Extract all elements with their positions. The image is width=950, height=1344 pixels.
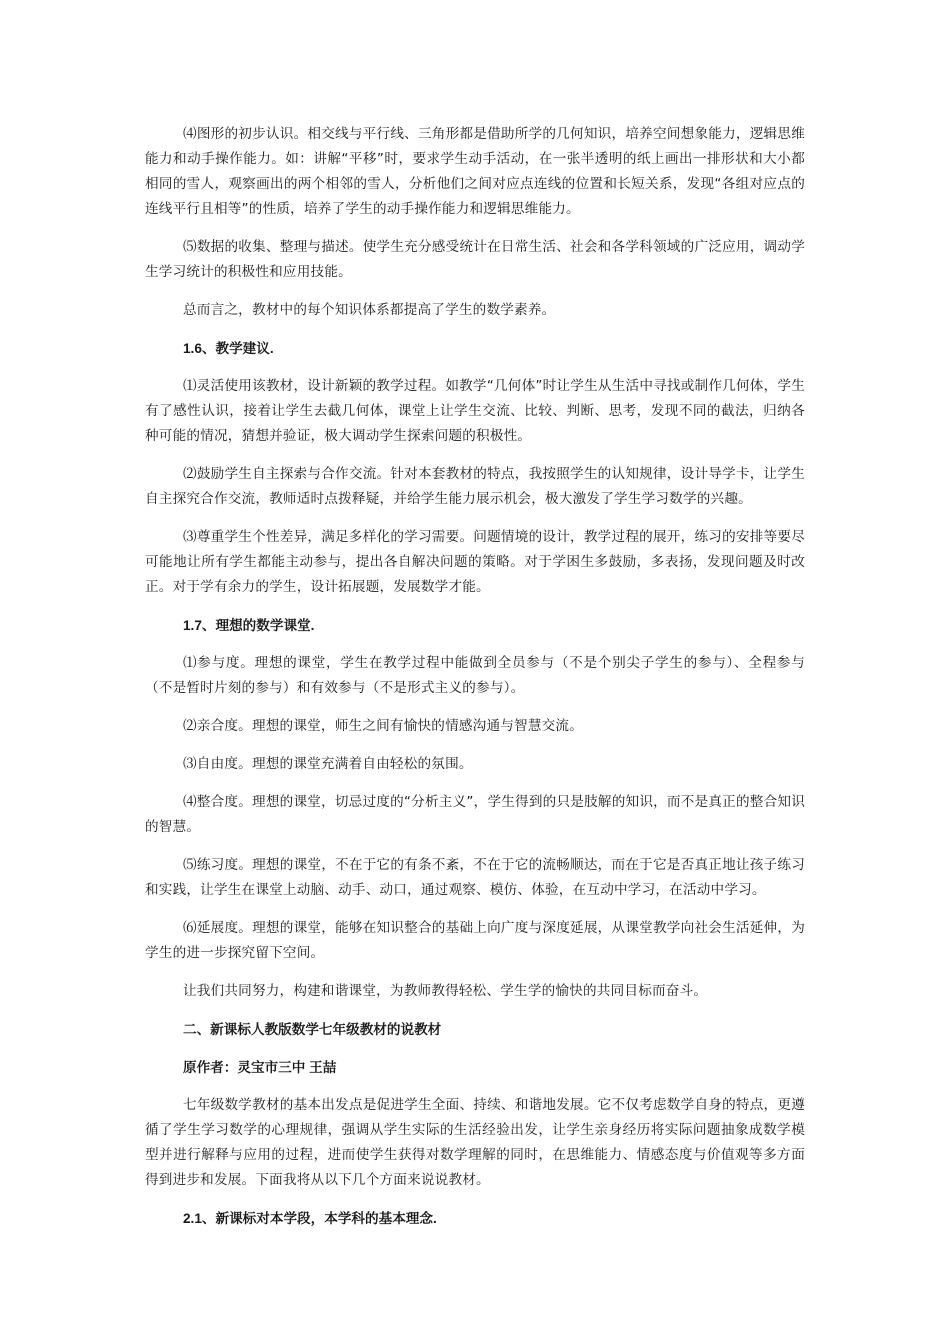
- paragraph-suggestion-2: ⑵鼓励学生自主探索与合作交流。针对本套教材的特点，我按照学生的认知规律，设计导学卡，让学生自主探究合作交流，教师适时点拨释疑，并给学生能力展示机会，极大激发了学生学习数学的兴趣。: [145, 466, 805, 507]
- paragraph-affinity: ⑵亲合度。理想的课堂，师生之间有愉快的情感沟通与智慧交流。: [183, 718, 584, 734]
- section-heading-1-6: 1.6、教学建议.: [183, 341, 274, 356]
- paragraph-integration: ⑷整合度。理想的课堂，切忌过度的“分析主义”，学生得到的只是肢解的知识，而不是真正的整合知识的智慧。: [145, 794, 805, 835]
- paragraph-statistics: ⑸数据的收集、整理与描述。使学生充分感受统计在日常生活、社会和各学科领域的广泛应用，调动学生学习统计的积极性和应用技能。: [145, 239, 805, 280]
- paragraph-geometry: ⑷图形的初步认识。相交线与平行线、三角形都是借助所学的几何知识，培养空间想象能力，逻辑思维能力和动手操作能力。如：讲解“平移”时，要求学生动手活动，在一张半透明的纸上画出一排形状和大小都相同的雪人，观察画出的两个相邻的雪人，分析他们之间对应点连线的位置和长短关系，发现“各组对应点的连线平行且相等”的性质，培养了学生的动手操作能力和逻辑思维能力。: [145, 126, 805, 217]
- section-heading-2-1: 2.1、新课标对本学段，本学科的基本理念.: [183, 1211, 437, 1226]
- paragraph-participation: ⑴参与度。理想的课堂，学生在教学过程中能做到全员参与（不是个别尖子学生的参与）、全程参与（不是暂时片刻的参与）和有效参与（不是形式主义的参与）。: [145, 655, 805, 696]
- paragraph-freedom: ⑶自由度。理想的课堂充满着自由轻松的氛围。: [183, 756, 473, 772]
- paragraph-summary: 总而言之，教材中的每个知识体系都提高了学生的数学素养。: [183, 302, 556, 318]
- section-heading-1-7: 1.7、理想的数学课堂.: [183, 618, 315, 633]
- author-line: 原作者：灵宝市三中 王喆: [183, 1060, 337, 1075]
- paragraph-closing: 让我们共同努力，构建和谐课堂，为教师教得轻松、学生学的愉快的共同目标而奋斗。: [183, 983, 708, 999]
- paragraph-suggestion-3: ⑶尊重学生个性差异，满足多样化的学习需要。问题情境的设计，教学过程的展开，练习的安排等要尽可能地让所有学生都能主动参与，提出各自解决问题的策略。对于学困生多鼓励，多表扬，发现问题及时改正。对于学有余力的学生，设计拓展题，发展数学才能。: [145, 529, 805, 595]
- paragraph-grade7-intro: 七年级数学教材的基本出发点是促进学生全面、持续、和谐地发展。它不仅考虑数学自身的特点，更遵循了学生学习数学的心理规律，强调从学生实际的生活经验出发，让学生亲身经历将实际问题抽象成数学模型并进行解释与应用的过程，进而使学生获得对数学理解的同时，在思维能力、情感态度与价值观等多方面得到进步和发展。下面我将从以下几个方面来说说教材。: [145, 1097, 805, 1188]
- document-body: [145, 122, 805, 1244]
- section-heading-part-two: 二、新课标人教版数学七年级教材的说教材: [183, 1022, 442, 1037]
- paragraph-suggestion-1: ⑴灵活使用该教材，设计新颖的教学过程。如教学“几何体”时让学生从生活中寻找或制作几何体，学生有了感性认识，接着让学生去截几何体，课堂上让学生交流、比较、判断、思考，发现不同的截法，归纳各种可能的情况，猜想并验证，极大调动学生探索问题的积极性。: [145, 378, 805, 444]
- paragraph-extension: ⑹延展度。理想的课堂，能够在知识整合的基础上向广度与深度延展，从课堂教学向社会生活延伸，为学生的进一步探究留下空间。: [145, 920, 805, 961]
- paragraph-practice: ⑸练习度。理想的课堂，不在于它的有条不紊，不在于它的流畅顺达，而在于它是否真正地让孩子练习和实践，让学生在课堂上动脑、动手、动口，通过观察、模仿、体验，在互动中学习，在活动中学习。: [145, 857, 805, 898]
